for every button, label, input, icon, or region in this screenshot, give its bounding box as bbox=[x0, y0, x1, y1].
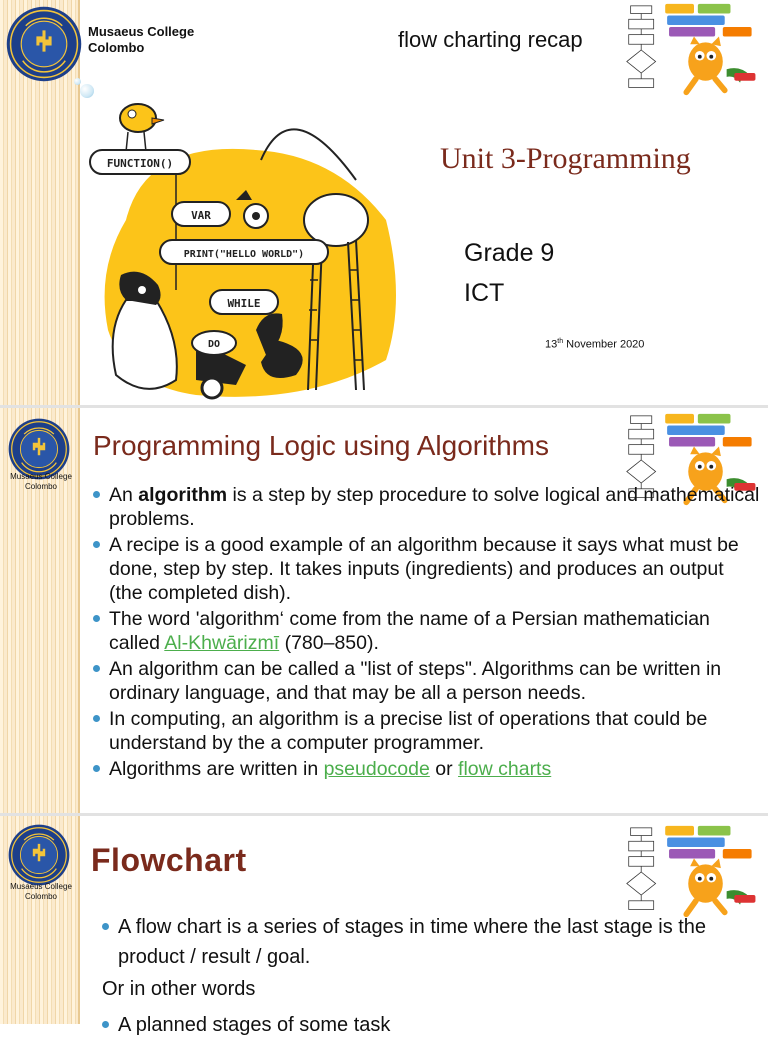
do-label: DO bbox=[207, 339, 221, 350]
school-logo bbox=[8, 418, 70, 480]
list-item: A planned stages of some task bbox=[100, 1010, 750, 1040]
flowchart-bullets-2 bbox=[100, 1010, 750, 1042]
or-in-other-words: Or in other words bbox=[102, 978, 256, 1000]
slide-date: 13th November 2020 bbox=[545, 338, 645, 351]
subject-text: ICT bbox=[464, 279, 505, 307]
slide-flowchart bbox=[0, 816, 768, 1036]
algorithm-bullets bbox=[91, 483, 761, 783]
grade-label bbox=[464, 233, 554, 313]
slide-algorithms bbox=[0, 408, 768, 813]
list-item: The word 'algorithm‘ come from the name of a Persian mathematician called Al-Khwārizmī (780–850). bbox=[91, 607, 761, 655]
decorative-bubble bbox=[74, 78, 81, 85]
decorative-bubble bbox=[80, 84, 94, 98]
programming-illustration bbox=[86, 100, 416, 402]
list-item: A flow chart is a series of stages in time where the last stage is the product / result / goal. bbox=[100, 912, 750, 972]
school-name-small: Musaeus College Colombo bbox=[10, 472, 72, 491]
school-name-line1: Musaeus College bbox=[88, 24, 195, 39]
slide-title-algorithms: Programming Logic using Algorithms bbox=[93, 430, 549, 461]
slide-title bbox=[0, 0, 768, 405]
school-name-line2: Colombo bbox=[88, 40, 145, 55]
list-item: Algorithms are written in pseudocode or flow charts bbox=[91, 757, 761, 781]
while-label: WHILE bbox=[227, 297, 261, 310]
list-item: A recipe is a good example of an algorithm because it says what must be done, step by step. It takes inputs (ingredients) and produces an output (the completed dish). bbox=[91, 533, 761, 605]
school-name-small: Musaeus College Colombo bbox=[10, 882, 72, 901]
grade-text: Grade 9 bbox=[464, 239, 555, 267]
slide-header: flow charting recap bbox=[398, 27, 583, 52]
function-label: FUNCTION() bbox=[106, 157, 174, 170]
list-item: In computing, an algorithm is a precise list of operations that could be understand by the a computer programmer. bbox=[91, 707, 761, 755]
pseudocode-link[interactable]: pseudocode bbox=[323, 758, 430, 780]
flow-charts-link[interactable]: flow charts bbox=[458, 758, 552, 780]
unit-title: Unit 3-Programming bbox=[440, 142, 691, 175]
slide-title-flowchart: Flowchart bbox=[91, 842, 247, 878]
school-logo bbox=[8, 824, 70, 886]
scratch-flowchart-image bbox=[624, 2, 764, 98]
scratch-flowchart-image bbox=[624, 824, 764, 920]
school-name bbox=[88, 24, 194, 56]
school-logo bbox=[6, 6, 82, 82]
al-khwarizmi-link[interactable]: Al-Khwārizmī bbox=[164, 632, 280, 654]
flowchart-bullets bbox=[100, 912, 750, 974]
list-item: An algorithm is a step by step procedure to solve logical and mathematical problems. bbox=[91, 483, 761, 531]
list-item: An algorithm can be called a "list of steps". Algorithms can be written in ordinary language, and that may be all a person needs. bbox=[91, 657, 761, 705]
print-label: PRINT("HELLO WORLD") bbox=[183, 249, 305, 260]
var-label: VAR bbox=[191, 209, 211, 222]
